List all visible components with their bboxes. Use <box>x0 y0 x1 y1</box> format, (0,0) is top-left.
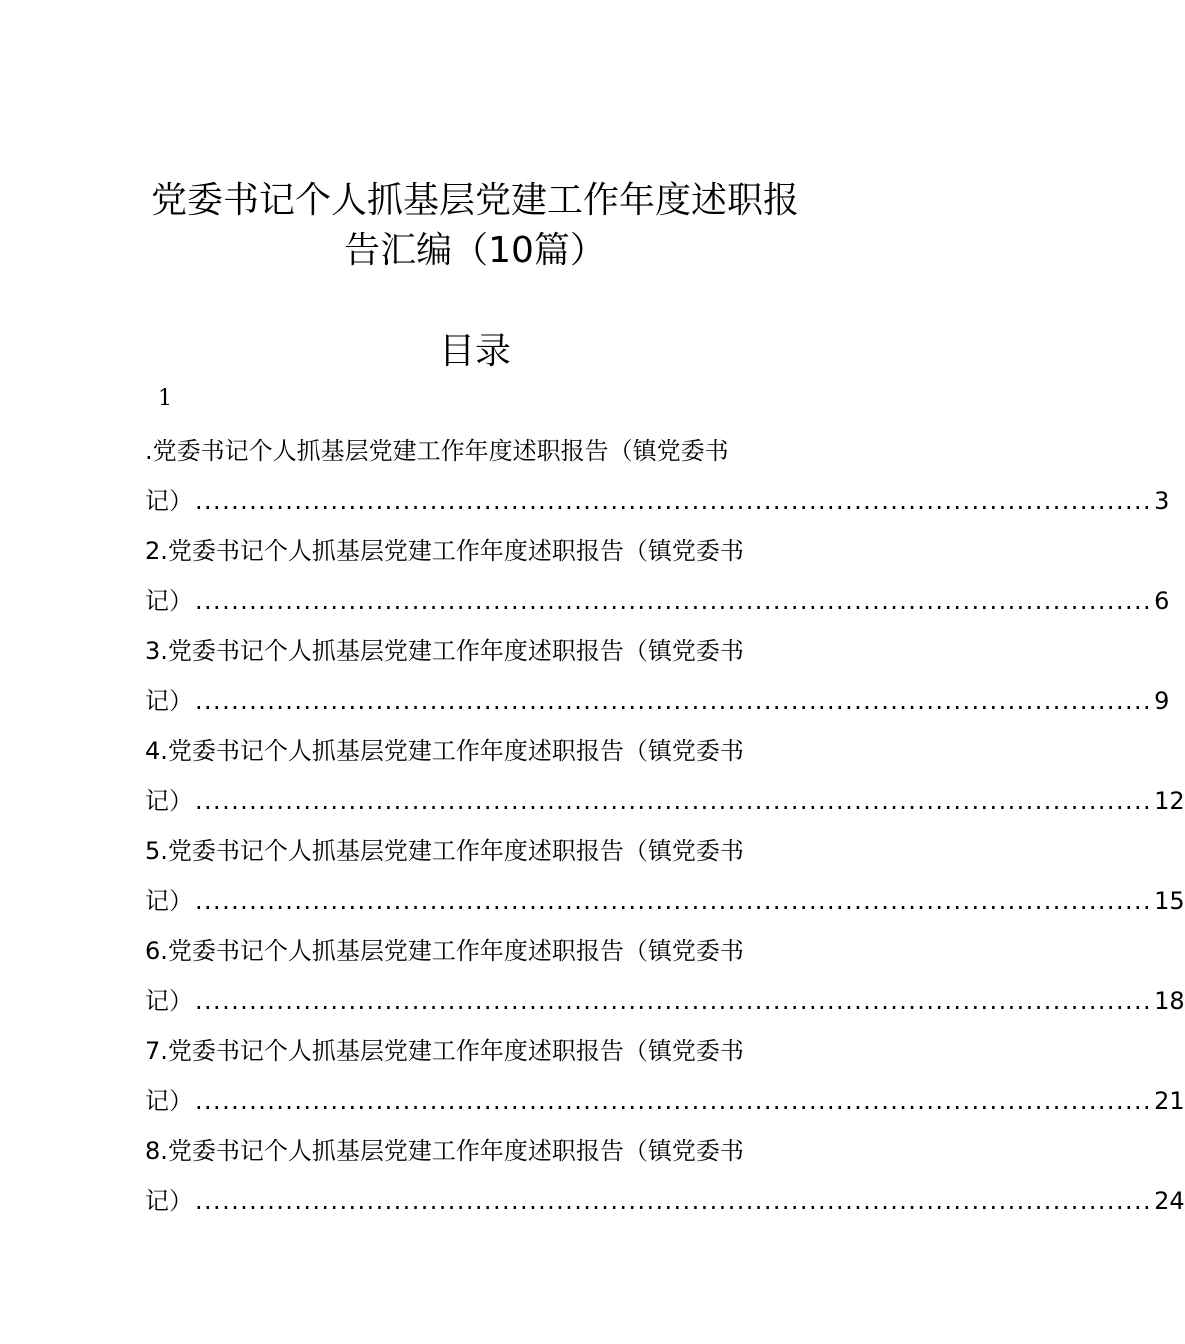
toc-entry-title-tail: 记） <box>145 1187 193 1215</box>
toc-entry[interactable] <box>145 626 1170 726</box>
toc-entry-line2 <box>145 776 1185 826</box>
toc-entry-title: 6.党委书记个人抓基层党建工作年度述职报告（镇党委书 <box>145 937 744 965</box>
toc-entry-page-number: 3 <box>1154 487 1170 515</box>
toc-entry[interactable] <box>145 526 1170 626</box>
toc-entry-line2 <box>145 676 1170 726</box>
toc-entry-title-tail: 记） <box>145 587 193 615</box>
toc-first-number: 1 <box>158 386 172 411</box>
toc-entry-page-number: 18 <box>1154 987 1185 1015</box>
document-title-line1: 党委书记个人抓基层党建工作年度述职报 <box>150 180 799 221</box>
document-title <box>140 176 810 276</box>
toc-entry-leader: .......................................................................................................... <box>195 487 1153 515</box>
toc-list <box>145 426 1185 1226</box>
toc-entry[interactable] <box>145 926 1185 1026</box>
toc-entry-title-tail: 记） <box>145 487 193 515</box>
toc-entry-title: 5.党委书记个人抓基层党建工作年度述职报告（镇党委书 <box>145 837 744 865</box>
toc-entry-leader: .......................................................................................................... <box>195 887 1153 915</box>
document-title-line2: 告汇编（10篇） <box>344 230 606 271</box>
toc-entry-page-number: 15 <box>1154 887 1185 915</box>
toc-entry-title-tail: 记） <box>145 687 193 715</box>
toc-entry-leader: .......................................................................................................... <box>195 1187 1153 1215</box>
toc-entry-line2 <box>145 976 1185 1026</box>
toc-heading: 目录 <box>438 331 511 372</box>
toc-entry-leader: .......................................................................................................... <box>195 787 1153 815</box>
toc-entry[interactable] <box>145 826 1185 926</box>
toc-entry[interactable] <box>145 426 1170 526</box>
toc-entry-page-number: 12 <box>1154 787 1185 815</box>
toc-entry-leader: .......................................................................................................... <box>195 1087 1153 1115</box>
toc-entry-leader: .......................................................................................................... <box>195 687 1153 715</box>
toc-entry-title-tail: 记） <box>145 787 193 815</box>
toc-entry-line2 <box>145 876 1185 926</box>
toc-entry-page-number: 9 <box>1154 687 1170 715</box>
toc-entry-page-number: 21 <box>1154 1087 1185 1115</box>
toc-entry-leader: .......................................................................................................... <box>195 587 1153 615</box>
toc-entry-title: 2.党委书记个人抓基层党建工作年度述职报告（镇党委书 <box>145 537 744 565</box>
toc-entry-title: 3.党委书记个人抓基层党建工作年度述职报告（镇党委书 <box>145 637 744 665</box>
toc-entry-line2 <box>145 1176 1185 1226</box>
toc-entry-title-tail: 记） <box>145 887 193 915</box>
toc-entry[interactable] <box>145 1126 1185 1226</box>
toc-entry-title-tail: 记） <box>145 1087 193 1115</box>
toc-entry[interactable] <box>145 726 1185 826</box>
toc-entry-title: .党委书记个人抓基层党建工作年度述职报告（镇党委书 <box>145 437 729 465</box>
toc-entry[interactable] <box>145 1026 1185 1126</box>
toc-entry-title: 4.党委书记个人抓基层党建工作年度述职报告（镇党委书 <box>145 737 744 765</box>
toc-entry-line2 <box>145 476 1170 526</box>
toc-entry-title: 8.党委书记个人抓基层党建工作年度述职报告（镇党委书 <box>145 1137 744 1165</box>
toc-entry-line2 <box>145 576 1170 626</box>
toc-entry-title: 7.党委书记个人抓基层党建工作年度述职报告（镇党委书 <box>145 1037 744 1065</box>
toc-entry-page-number: 24 <box>1154 1187 1185 1215</box>
toc-entry-line2 <box>145 1076 1185 1126</box>
toc-entry-leader: .......................................................................................................... <box>195 987 1153 1015</box>
toc-entry-page-number: 6 <box>1154 587 1170 615</box>
toc-entry-title-tail: 记） <box>145 987 193 1015</box>
